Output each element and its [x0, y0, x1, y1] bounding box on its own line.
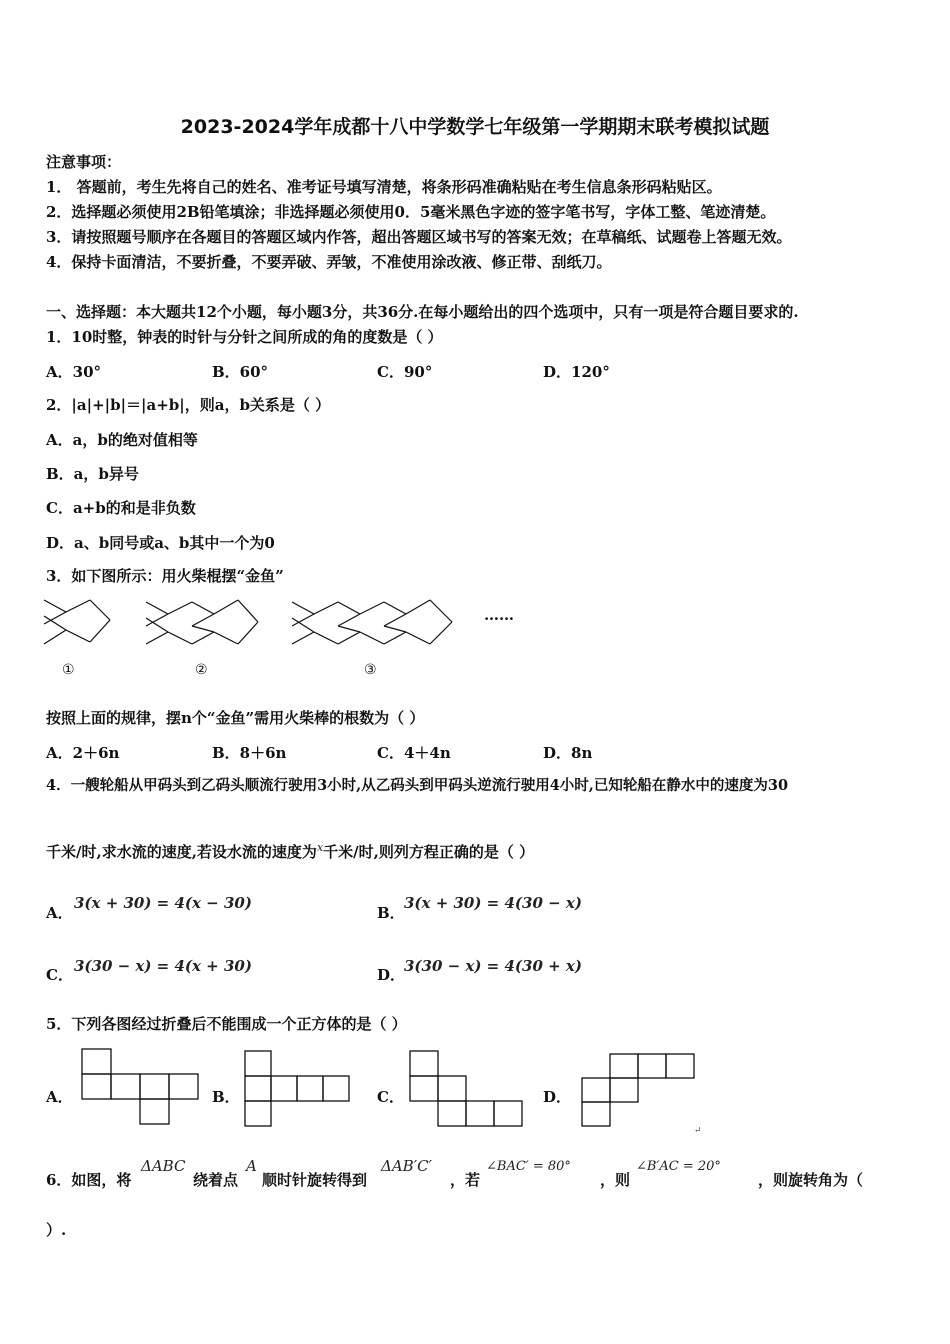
- q3-option-b[interactable]: B．8＋6n: [212, 744, 287, 762]
- option-label: C．: [46, 966, 73, 984]
- section-heading: 一、选择题：本大题共12个小题，每小题3分，共36分.在每小题给出的四个选项中，只有一项是符合题目要求的.: [46, 303, 799, 321]
- q4-expr-c: 3(30 − x) = 4(x + 30): [74, 957, 252, 975]
- q6-expr-4: ∠BAC′ = 80°: [486, 1159, 571, 1174]
- q6-text-3: 顺时针旋转得到: [262, 1171, 368, 1189]
- notice-heading: 注意事项：: [46, 153, 122, 171]
- cube-net-a: [82, 1049, 198, 1124]
- q6-expr-5: ∠B′AC = 20°: [636, 1159, 721, 1174]
- option-label: B．: [377, 904, 405, 922]
- q5-option-c[interactable]: C．: [377, 1088, 404, 1106]
- q1-stem: 1．10时整，钟表的时针与分针之间所成的角的度数是（ ）: [46, 328, 443, 346]
- goldfish-3: [292, 600, 452, 644]
- q5-option-d[interactable]: D．: [543, 1088, 572, 1106]
- goldfish-figure: [0, 592, 950, 692]
- q4-option-d[interactable]: [377, 964, 405, 985]
- q5-stem: 5．下列各图经过折叠后不能围成一个正方体的是（ ）: [46, 1015, 407, 1033]
- q6-expr-1: ΔABC: [141, 1157, 186, 1175]
- q4-option-b[interactable]: [377, 902, 405, 923]
- option-label: D．: [377, 966, 406, 984]
- q6-text-6: ，则旋转角为（: [758, 1171, 864, 1189]
- q2-stem: 2．|a|+|b|＝|a+b|，则a，b关系是（ ）: [46, 396, 331, 414]
- page-title: 2023-2024学年成都十八中学数学七年级第一学期期末联考模拟试题: [180, 116, 770, 138]
- q1-option-c[interactable]: C．90°: [377, 363, 433, 381]
- q6-text-1: 6．如图，将: [46, 1171, 132, 1189]
- q3-option-a[interactable]: A．2＋6n: [46, 744, 120, 762]
- q3-option-c[interactable]: C．4＋4n: [377, 744, 451, 762]
- q4-option-c[interactable]: [46, 964, 73, 985]
- fig-label-1: ①: [62, 662, 75, 678]
- q6-expr-3: ΔAB′C′: [381, 1157, 432, 1175]
- q3-option-d[interactable]: D．8n: [543, 744, 593, 762]
- q6-end: ）.: [46, 1221, 67, 1239]
- q5-option-b[interactable]: B．: [212, 1088, 240, 1106]
- paragraph-mark: ↵: [694, 1126, 702, 1136]
- q3-stem: 3．如下图所示：用火柴棍摆“金鱼”: [46, 567, 284, 585]
- fig-label-3: ③: [364, 662, 377, 678]
- q6-text-5: ，则: [600, 1171, 631, 1189]
- q4-expr-d: 3(30 − x) = 4(30 + x): [404, 957, 582, 975]
- q4-expr-b: 3(x + 30) = 4(30 − x): [404, 894, 582, 912]
- q4-stem-line2: [46, 838, 534, 862]
- q4-var: x: [316, 841, 324, 854]
- q2-option-c[interactable]: C．a+b的和是非负数: [46, 499, 196, 517]
- q4-stem-part2: 千米/时,则列方程正确的是（ ）: [323, 843, 535, 861]
- q6-text-2: 绕着点: [193, 1171, 239, 1189]
- cube-net-c: [410, 1051, 522, 1126]
- q6-text-4: ，若: [450, 1171, 481, 1189]
- q6-expr-2: A: [246, 1157, 257, 1175]
- q2-option-d[interactable]: D．a、b同号或a、b其中一个为0: [46, 534, 275, 552]
- fig-ellipsis: ……: [484, 606, 514, 624]
- q1-option-d[interactable]: D．120°: [543, 363, 610, 381]
- fig-label-2: ②: [195, 662, 208, 678]
- q3-question: 按照上面的规律，摆n个“金鱼”需用火柴棒的根数为（ ）: [46, 709, 425, 727]
- cube-net-b: [245, 1051, 349, 1126]
- q4-option-a[interactable]: [46, 902, 73, 923]
- q4-stem-line1: 4．一艘轮船从甲码头到乙码头顺流行驶用3小时,从乙码头到甲码头逆流行驶用4小时,已知轮船在静水中的速度为30: [46, 777, 789, 794]
- notice-item: 4．保持卡面清洁，不要折叠，不要弄破、弄皱，不准使用涂改液、修正带、刮纸刀。: [46, 253, 612, 271]
- notice-item: 1． 答题前，考生先将自己的姓名、准考证号填写清楚，将条形码准确粘贴在考生信息条形码粘贴区。: [46, 178, 722, 196]
- option-label: A．: [46, 904, 73, 922]
- notice-item: 3．请按照题号顺序在各题目的答题区域内作答，超出答题区域书写的答案无效；在草稿纸、试题卷上答题无效。: [46, 228, 792, 246]
- q1-option-a[interactable]: A．30°: [46, 363, 102, 381]
- goldfish-2: [146, 600, 258, 644]
- q1-option-b[interactable]: B．60°: [212, 363, 269, 381]
- goldfish-1: [44, 600, 110, 644]
- q4-expr-a: 3(x + 30) = 4(x − 30): [74, 894, 252, 912]
- q2-option-b[interactable]: B．a，b异号: [46, 465, 139, 483]
- cube-net-d: [582, 1054, 694, 1126]
- q4-stem-part1: 千米/时,求水流的速度,若设水流的速度为: [46, 843, 317, 861]
- q5-option-a[interactable]: A．: [46, 1088, 73, 1106]
- cube-nets-figure: [0, 1045, 950, 1145]
- q2-option-a[interactable]: A．a，b的绝对值相等: [46, 431, 198, 449]
- notice-item: 2．选择题必须使用2B铅笔填涂；非选择题必须使用0．5毫米黑色字迹的签字笔书写，字体工整、笔迹清楚。: [46, 203, 776, 221]
